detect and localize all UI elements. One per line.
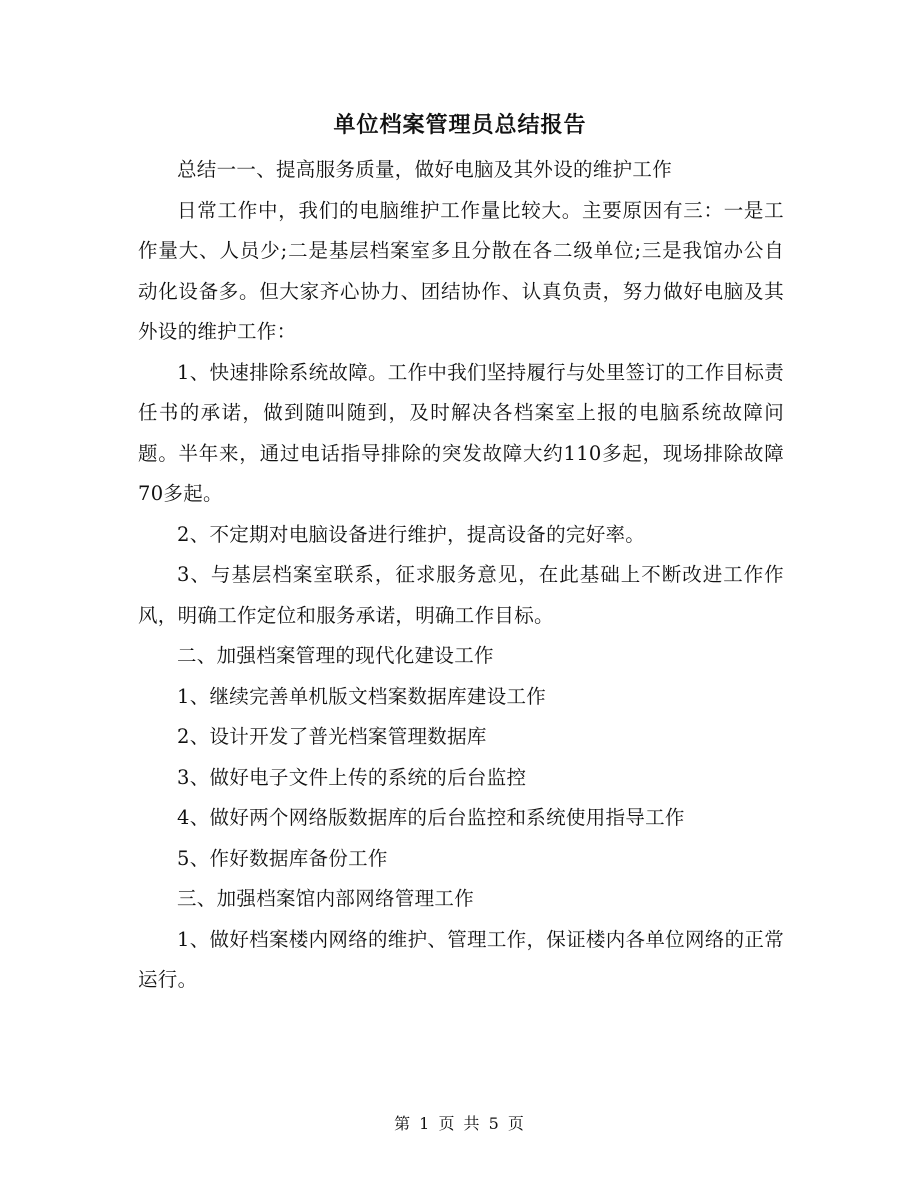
list-item: 4、做好两个网络版数据库的后台监控和系统使用指导工作 xyxy=(177,806,685,829)
list-item: 2、设计开发了普光档案管理数据库 xyxy=(177,725,487,748)
paragraph: 1、快速排除系统故障。工作中我们坚持履行与处里签订的工作目标责任书的承诺，做到随叫随到，及时解决各档案室上报的电脑系统故障问题。半年来，通过电话指导排除的突发故障大约110多起，现场排除故障70多起。 xyxy=(138,360,784,505)
list-item: 1、做好档案楼内网络的维护、管理工作，保证楼内各单位网络的正常运行。 xyxy=(138,927,784,991)
paragraph: 2、不定期对电脑设备进行维护，提高设备的完好率。 xyxy=(177,522,646,546)
paragraph: 总结一一、提高服务质量，做好电脑及其外设的维护工作 xyxy=(177,158,673,181)
list-item: 3、做好电子文件上传的系统的后台监控 xyxy=(177,765,527,789)
section-heading: 三、加强档案馆内部网络管理工作 xyxy=(177,887,475,910)
paragraph: 3、与基层档案室联系，征求服务意见，在此基础上不断改进工作作风，明确工作定位和服务承诺，明确工作目标。 xyxy=(138,563,784,627)
paragraph: 日常工作中，我们的电脑维护工作量比较大。主要原因有三：一是工作量大、人员少;二是基层档案室多且分散在各二级单位;三是我馆办公自动化设备多。但大家齐心协力、团结协作、认真负责，努力做好电脑及其外设的维护工作： xyxy=(138,198,784,343)
document-body xyxy=(138,150,784,1001)
document-title: 单位档案管理员总结报告 xyxy=(333,112,587,138)
section-heading: 二、加强档案管理的现代化建设工作 xyxy=(177,644,494,667)
list-item: 5、作好数据库备份工作 xyxy=(177,846,388,870)
page-number-footer: 第 1 页 共 5 页 xyxy=(394,1114,526,1133)
list-item: 1、继续完善单机版文档案数据库建设工作 xyxy=(177,684,547,708)
